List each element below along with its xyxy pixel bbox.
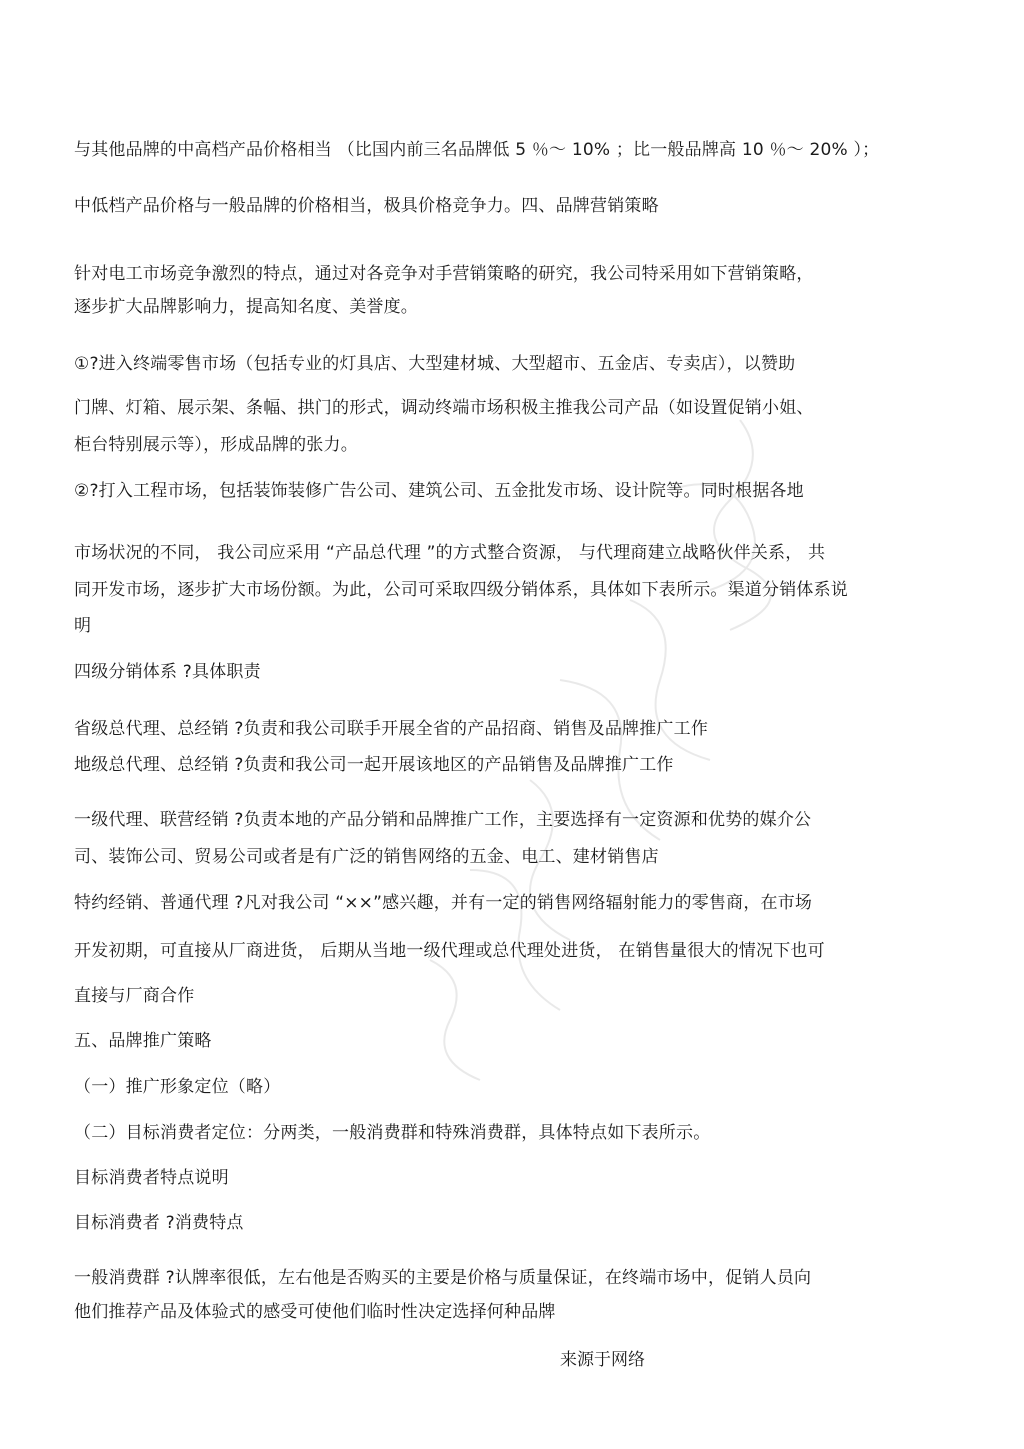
text-line: 四级分销体系 ?具体职责 (74, 662, 261, 682)
text-line: 针对电工市场竞争激烈的特点，通过对各竞争对手营销策略的研究，我公司特采用如下营销策略， (74, 264, 814, 284)
text-line: 中低档产品价格与一般品牌的价格相当，极具价格竞争力。四、品牌营销策略 (74, 196, 659, 216)
footer-source: 来源于网络 (560, 1350, 645, 1370)
text-line: 目标消费者 ?消费特点 (74, 1213, 244, 1233)
text-line: 直接与厂商合作 (74, 986, 195, 1006)
text-line: 同开发市场，逐步扩大市场份额。为此，公司可采取四级分销体系，具体如下表所示。渠道分销体系说 (74, 580, 848, 600)
handwritten-watermark (410, 400, 830, 1100)
text-line: ①?进入终端零售市场（包括专业的灯具店、大型建材城、大型超市、五金店、专卖店），以赞助 (74, 354, 796, 374)
text-line: 柜台特别展示等），形成品牌的张力。 (74, 435, 358, 455)
text-line: 目标消费者特点说明 (74, 1168, 229, 1188)
text-line: 省级总代理、总经销 ?负责和我公司联手开展全省的产品招商、销售及品牌推广工作 (74, 719, 709, 739)
text-line: 市场状况的不同， 我公司应采用 “产品总代理 ”的方式整合资源， 与代理商建立战略伙伴关系， 共 (74, 543, 826, 563)
text-line: ②?打入工程市场，包括装饰装修广告公司、建筑公司、五金批发市场、设计院等。同时根据各地 (74, 481, 804, 501)
text-line: 逐步扩大品牌影响力，提高知名度、美誉度。 (74, 297, 418, 317)
text-line: （一）推广形象定位（略） (74, 1077, 281, 1097)
text-line: 开发初期，可直接从厂商进货， 后期从当地一级代理或总代理处进货， 在销售量很大的情况下也可 (74, 941, 825, 961)
text-line: 五、品牌推广策略 (74, 1031, 212, 1051)
text-line: 司、装饰公司、贸易公司或者是有广泛的销售网络的五金、电工、建材销售店 (74, 847, 659, 867)
text-line: 一级代理、联营经销 ?负责本地的产品分销和品牌推广工作，主要选择有一定资源和优势的媒介公 (74, 810, 812, 830)
text-line: （二）目标消费者定位：分两类，一般消费群和特殊消费群，具体特点如下表所示。 (74, 1123, 711, 1143)
text-line: 门牌、灯箱、展示架、条幅、拱门的形式，调动终端市场积极主推我公司产品（如设置促销小姐、 (74, 398, 814, 418)
text-line: 特约经销、普通代理 ?凡对我公司 “××”感兴趣，并有一定的销售网络辐射能力的零售商，在市场 (74, 893, 813, 913)
text-line: 明 (74, 616, 92, 636)
text-line: 与其他品牌的中高档产品价格相当 （比国内前三名品牌低 5 ％～ 10% ；比一般品牌高 10 ％～ 20% ）； (74, 140, 880, 160)
text-line: 他们推荐产品及体验式的感受可使他们临时性决定选择何种品牌 (74, 1302, 556, 1322)
text-line: 地级总代理、总经销 ?负责和我公司一起开展该地区的产品销售及品牌推广工作 (74, 755, 674, 775)
text-line: 一般消费群 ?认牌率很低，左右他是否购买的主要是价格与质量保证，在终端市场中，促销人员向 (74, 1268, 812, 1288)
